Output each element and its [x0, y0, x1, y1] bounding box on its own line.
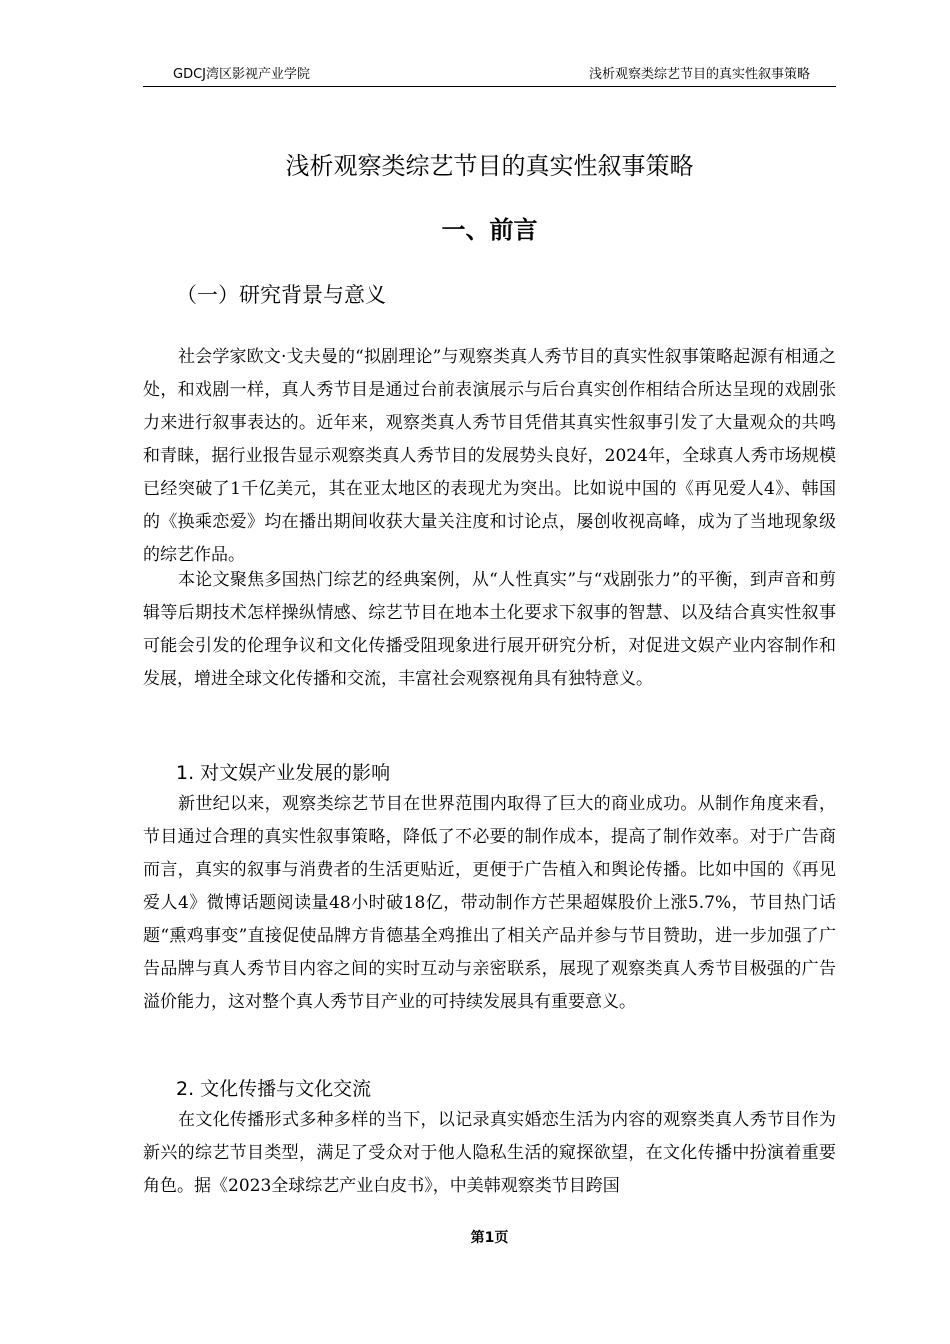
section-heading-preface: 一、前言	[441, 216, 538, 244]
paragraph-background-2: 本论文聚焦多国热门综艺的经典案例，从“人性真实”与“戏剧张力”的平衡，到声音和剪辑等后期技术怎样操纵情感、综艺节目在地本土化要求下叙事的智慧、以及结合真实性叙事可能会引发的伦理争议和文化传播受阻现象进行展开研究分析，对促进文娱产业内容制作和发展，增进全球文化传播和交流，丰富社会观察视角具有独特意义。	[143, 570, 836, 689]
page-header	[143, 66, 836, 87]
header-institution: GDCJ湾区影视产业学院	[173, 67, 310, 82]
page-number: 第1页	[470, 1230, 509, 1246]
paragraph-industry: 新世纪以来，观察类综艺节目在世界范围内取得了巨大的商业成功。从制作角度来看，节目通过合理的真实性叙事策略，降低了不必要的制作成本，提高了制作效率。对于广告商而言，真实的叙事与消费者的生活更贴近，更便于广告植入和舆论传播。比如中国的《再见爱人4》微博话题阅读量48小时破18亿，带动制作方芒果超媒股价上涨5.7%，节目热门话题“熏鸡事变”直接促使品牌方肯德基全鸡推出了相关产品并参与节目赞助，进一步加强了广告品牌与真人秀节目内容之间的实时互动与亲密联系，展现了观察类真人秀节目极强的广告溢价能力，这对整个真人秀节目产业的可持续发展具有重要意义。	[143, 794, 836, 1012]
paragraph-background-1: 社会学家欧文·戈夫曼的“拟剧理论”与观察类真人秀节目的真实性叙事策略起源有相通之处，和戏剧一样，真人秀节目是通过台前表演展示与后台真实创作相结合所达呈现的戏剧张力来进行叙事表达的。近年来，观察类真人秀节目凭借其真实性叙事引发了大量观众的共鸣和青睐，据行业报告显示观察类真人秀节目的发展势头良好，2024年，全球真人秀市场规模已经突破了1千亿美元，其在亚太地区的表现尤为突出。比如说中国的《再见爱人4》、韩国的《换乘恋爱》均在播出期间收获大量关注度和讨论点，屡创收视高峰，成为了当地现象级的综艺作品。	[143, 347, 836, 565]
paragraph-culture: 在文化传播形式多种多样的当下，以记录真实婚恋生活为内容的观察类真人秀节目作为新兴的综艺节目类型，满足了受众对于他人隐私生活的窥探欲望，在文化传播中扮演着重要角色。据《2023全球综艺产业白皮书》，中美韩观察类节目跨国	[143, 1110, 836, 1196]
point-heading-industry: 1. 对文娱产业发展的影响	[176, 762, 391, 784]
point-heading-culture: 2. 文化传播与文化交流	[176, 1078, 372, 1100]
header-paper-title: 浅析观察类综艺节目的真实性叙事策略	[588, 67, 810, 82]
subsection-heading-background: （一）研究背景与意义	[176, 283, 386, 307]
document-title: 浅析观察类综艺节目的真实性叙事策略	[285, 152, 694, 180]
